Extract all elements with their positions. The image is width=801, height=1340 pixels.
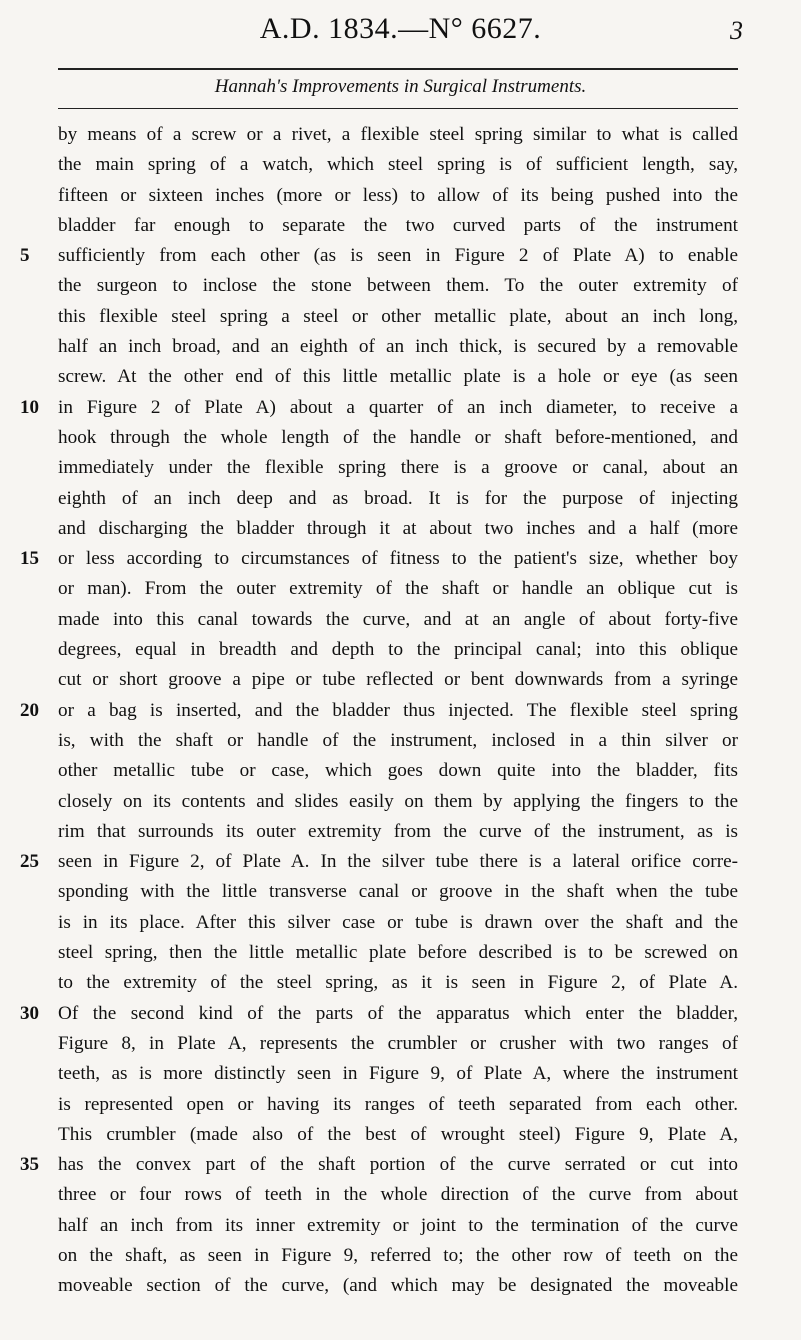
text-line: is in its place. After this silver case or tube is drawn over the shaft and the xyxy=(58,911,738,933)
text-line: eighth of an inch deep and as broad. It is for the purpose of injecting xyxy=(58,487,738,509)
text-line: hook through the whole length of the handle or shaft before-mentioned, and xyxy=(58,426,738,448)
text-line: on the shaft, as seen in Figure 9, referred to; the other row of teeth on the xyxy=(58,1244,738,1266)
text-line: other metallic tube or case, which goes down quite into the bladder, fits xyxy=(58,760,738,782)
text-line: or a bag is inserted, and the bladder thus injected. The flexible steel spring xyxy=(58,699,738,721)
text-line: moveable section of the curve, (and which may be designated the moveable xyxy=(58,1275,738,1297)
text-line: or less according to circumstances of fitness to the patient's size, whether boy xyxy=(58,548,738,570)
text-line: sponding with the little transverse canal or groove in the shaft when the tube xyxy=(58,881,738,903)
line-number-5: 5 xyxy=(20,245,30,267)
text-line: This crumbler (made also of the best of wrought steel) Figure 9, Plate A, xyxy=(58,1123,738,1145)
header-rule-top xyxy=(58,68,738,70)
line-number-35: 35 xyxy=(20,1154,39,1176)
text-line: by means of a screw or a rivet, a flexible steel spring similar to what is called xyxy=(58,124,738,145)
text-line: closely on its contents and slides easily on them by applying the fingers to the xyxy=(58,790,738,812)
text-line: steel spring, then the little metallic plate before described is to be screwed on xyxy=(58,942,738,964)
body-text xyxy=(58,120,738,1302)
line-number-20: 20 xyxy=(20,699,39,721)
line-number-30: 30 xyxy=(20,1002,39,1024)
text-line: half an inch from its inner extremity or joint to the termination of the curve xyxy=(58,1214,738,1236)
text-line: is, with the shaft or handle of the instrument, inclosed in a thin silver or xyxy=(58,729,738,751)
page-number: 3 xyxy=(730,16,743,45)
text-line: rim that surrounds its outer extremity from the curve of the instrument, as is xyxy=(58,820,738,842)
text-line: and discharging the bladder through it at about two inches and a half (more xyxy=(58,517,738,539)
text-line: half an inch broad, and an eighth of an inch thick, is secured by a removable xyxy=(58,336,738,358)
text-line: made into this canal towards the curve, and at an angle of about forty-five xyxy=(58,608,738,630)
line-number-15: 15 xyxy=(20,548,39,570)
text-line: has the convex part of the shaft portion of the curve serrated or cut into xyxy=(58,1154,738,1176)
text-line: fifteen or sixteen inches (more or less) to allow of its being pushed into the xyxy=(58,184,738,206)
text-line: the main spring of a watch, which steel spring is of sufficient length, say, xyxy=(58,154,738,176)
text-line: cut or short groove a pipe or tube reflected or bent downwards from a syringe xyxy=(58,669,738,691)
text-line: the surgeon to inclose the stone between them. To the outer extremity of xyxy=(58,275,738,297)
text-line: degrees, equal in breadth and depth to the principal canal; into this oblique xyxy=(58,639,738,661)
text-line: immediately under the flexible spring there is a groove or canal, about an xyxy=(58,457,738,479)
text-line: Figure 8, in Plate A, represents the crumbler or crusher with two ranges of xyxy=(58,1032,738,1054)
line-number-25: 25 xyxy=(20,851,39,873)
text-line: teeth, as is more distinctly seen in Figure 9, of Plate A, where the instrument xyxy=(58,1063,738,1085)
text-line: seen in Figure 2, of Plate A. In the silver tube there is a lateral orifice corre- xyxy=(58,851,738,873)
patent-header-title: A.D. 1834.—N° 6627. xyxy=(259,12,542,45)
text-line: or man). From the outer extremity of the shaft or handle an oblique cut is xyxy=(58,578,738,600)
text-line: bladder far enough to separate the two curved parts of the instrument xyxy=(58,214,738,236)
text-line: screw. At the other end of this little metallic plate is a hole or eye (as seen xyxy=(58,366,738,388)
text-line: three or four rows of teeth in the whole direction of the curve from about xyxy=(58,1184,738,1206)
text-line: this flexible steel spring a steel or other metallic plate, about an inch long, xyxy=(58,305,738,327)
line-number-10: 10 xyxy=(20,396,39,418)
running-subtitle: Hannah's Improvements in Surgical Instruments. xyxy=(214,76,587,97)
text-line: is represented open or having its ranges of teeth separated from each other. xyxy=(58,1093,738,1115)
text-line: Of the second kind of the parts of the apparatus which enter the bladder, xyxy=(58,1002,738,1024)
text-line: sufficiently from each other (as is seen in Figure 2 of Plate A) to enable xyxy=(58,245,738,267)
text-line: to the extremity of the steel spring, as it is seen in Figure 2, of Plate A. xyxy=(58,972,738,994)
text-line: in Figure 2 of Plate A) about a quarter of an inch diameter, to receive a xyxy=(58,396,738,418)
header-rule-bottom xyxy=(58,108,738,109)
